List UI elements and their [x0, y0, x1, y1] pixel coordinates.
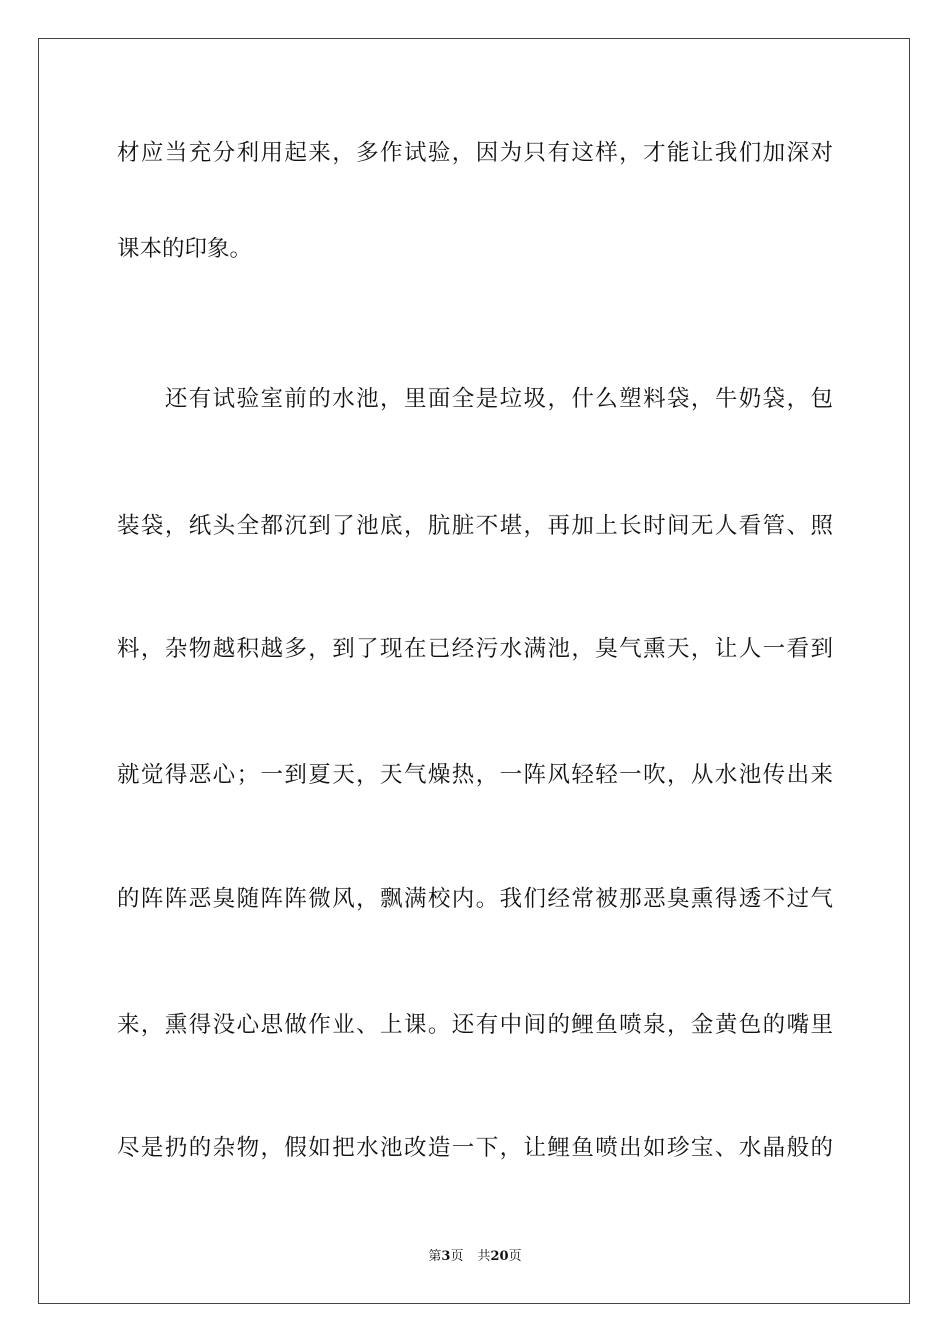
text-line-8: 来，熏得没心思做作业、上课。还有中间的鲤鱼喷泉，金黄色的嘴里	[117, 1012, 833, 1038]
text-line-3: 还有试验室前的水池，里面全是垃圾，什么塑料袋，牛奶袋，包	[117, 386, 833, 412]
footer-page-number: 3	[441, 1249, 451, 1264]
text-line-7: 的阵阵恶臭随阵阵微风，飘满校内。我们经常被那恶臭熏得透不过气	[117, 886, 833, 912]
footer-page-suffix: 页	[450, 1249, 464, 1264]
text-line-9: 尽是扔的杂物，假如把水池改造一下，让鲤鱼喷出如珍宝、水晶般的	[117, 1135, 833, 1161]
page-footer	[0, 1248, 950, 1266]
footer-total-suffix: 页	[508, 1249, 522, 1264]
footer-total-number: 20	[490, 1249, 509, 1264]
text-line-5: 料，杂物越积越多，到了现在已经污水满池，臭气熏天，让人一看到	[117, 636, 833, 662]
text-line-4: 装袋，纸头全都沉到了池底，肮脏不堪，再加上长时间无人看管、照	[117, 513, 833, 539]
text-line-6: 就觉得恶心；一到夏天，天气燥热，一阵风轻轻一吹，从水池传出来	[117, 762, 833, 788]
text-line-1: 材应当充分利用起来，多作试验，因为只有这样，才能让我们加深对	[117, 140, 833, 166]
page-border	[38, 38, 910, 1304]
text-line-2: 课本的印象。	[117, 236, 253, 262]
footer-page-prefix: 第	[428, 1249, 442, 1264]
footer-total-prefix: 共	[477, 1249, 491, 1264]
